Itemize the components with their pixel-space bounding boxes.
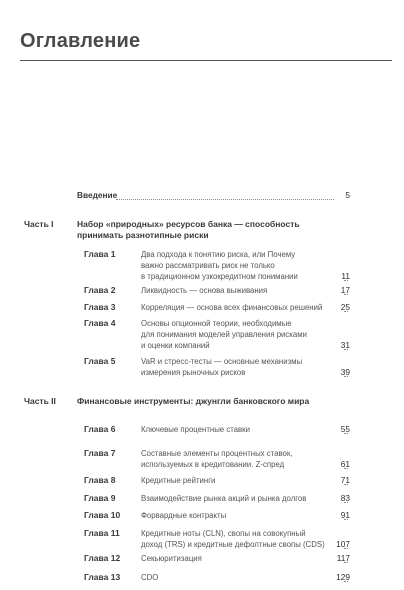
chapter-page-number: 91 (340, 510, 350, 520)
part-label: Часть II (24, 396, 56, 406)
chapter-label: Глава 13 (84, 572, 121, 582)
chapter-title-line: Ключевые процентные ставки (141, 425, 250, 434)
chapter-title (141, 285, 341, 296)
page-title: Оглавление (20, 30, 141, 52)
chapter-page-number: 39 (340, 367, 350, 377)
chapter-title-line: измерения рыночных рисков (141, 368, 246, 377)
part-title-line: Набор «природных» ресурсов банка — способность (77, 219, 300, 229)
chapter-title (141, 249, 341, 282)
chapter-title (141, 356, 341, 378)
chapter-title (141, 318, 341, 351)
intro-page-number: 5 (345, 190, 350, 200)
chapter-title (141, 572, 341, 583)
chapter-title-line: CDO (141, 573, 159, 582)
chapter-label: Глава 12 (84, 553, 121, 563)
part-label: Часть I (24, 219, 54, 229)
chapter-title-line: Кредитные рейтинги (141, 476, 216, 485)
chapter-title (141, 528, 341, 550)
chapter-title-line: Форвардные контракты (141, 511, 227, 520)
chapter-title (141, 493, 341, 504)
intro-leader (116, 199, 334, 200)
chapter-page-number: 71 (340, 475, 350, 485)
chapter-title-line: Составные элементы процентных ставок, (141, 449, 293, 458)
chapter-title-line: для понимания моделей управления рисками (141, 330, 307, 339)
chapter-label: Глава 5 (84, 356, 116, 366)
chapter-label: Глава 10 (84, 510, 121, 520)
chapter-title (141, 424, 341, 435)
chapter-title-line: в традиционном узкокредитном понимании (141, 272, 298, 281)
chapter-title-line: VaR и стресс-тесты — основные механизмы (141, 357, 303, 366)
part-title-line: Финансовые инструменты: джунгли банковского мира (77, 396, 310, 406)
chapter-label: Глава 8 (84, 475, 116, 485)
chapter-title-line: важно рассматривать риск не только (141, 261, 275, 270)
chapter-page-number: 117 (336, 553, 350, 563)
chapter-page-number: 25 (340, 302, 350, 312)
part-title (77, 219, 377, 241)
chapter-page-number: 55 (340, 424, 350, 434)
chapter-title-line: и оценки компаний (141, 341, 210, 350)
part-title-line: принимать разнотипные риски (77, 230, 209, 240)
chapter-page-number: 17 (340, 285, 350, 295)
chapter-title-line: Взаимодействие рынка акций и рынка долгов (141, 494, 307, 503)
chapter-title-line: доход (TRS) и кредитные дефолтные свопы (CDS) (141, 540, 325, 549)
chapter-label: Глава 2 (84, 285, 116, 295)
chapter-label: Глава 1 (84, 249, 116, 259)
chapter-label: Глава 11 (84, 528, 120, 538)
chapter-title-line: Основы опционной теории, необходимые (141, 319, 292, 328)
chapter-page-number: 83 (340, 493, 350, 503)
chapter-label: Глава 7 (84, 448, 116, 458)
intro-label: Введение (77, 190, 118, 200)
chapter-title (141, 510, 341, 521)
chapter-label: Глава 3 (84, 302, 116, 312)
chapter-title-line: Кредитные ноты (CLN), свопы на совокупный (141, 529, 306, 538)
chapter-page-number: 129 (336, 572, 350, 582)
chapter-title-line: Корреляция — основа всех финансовых решений (141, 303, 323, 312)
chapter-page-number: 31 (340, 340, 350, 350)
chapter-page-number: 107 (336, 539, 350, 549)
chapter-title (141, 448, 341, 470)
chapter-page-number: 61 (340, 459, 350, 469)
chapter-title-line: Секьюритизация (141, 554, 202, 563)
chapter-title (141, 302, 341, 313)
chapter-title-line: Два подхода к понятию риска, или Почему (141, 250, 296, 259)
chapter-page-number: 11 (341, 271, 350, 281)
chapter-label: Глава 9 (84, 493, 116, 503)
chapter-title (141, 553, 341, 564)
part-title (77, 396, 377, 407)
chapter-title-line: Ликвидность — основа выживания (141, 286, 268, 295)
chapter-title (141, 475, 341, 486)
chapter-label: Глава 4 (84, 318, 116, 328)
chapter-title-line: используемых в кредитовании. Z-спред (141, 460, 285, 469)
chapter-label: Глава 6 (84, 424, 116, 434)
